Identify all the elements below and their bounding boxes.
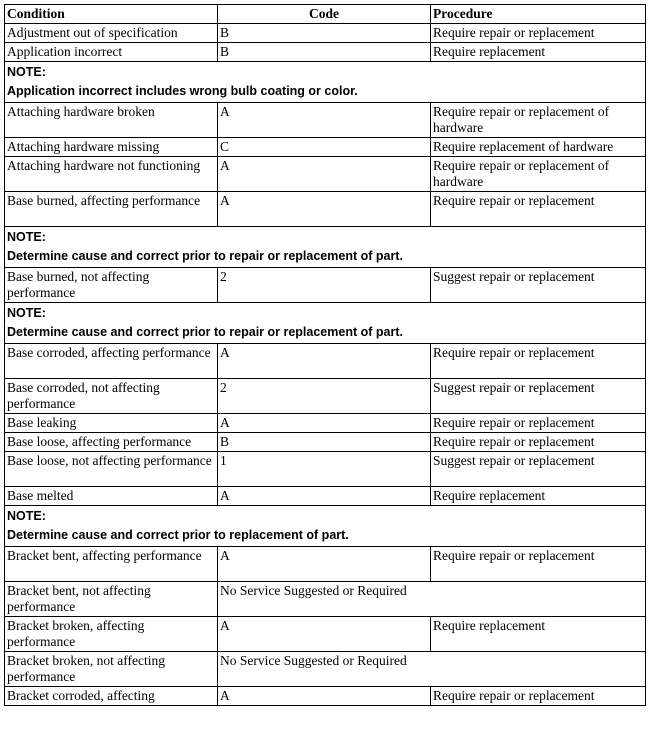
table-row: [5, 414, 646, 433]
table-row: [5, 582, 646, 617]
condition-cell: Base melted: [5, 487, 218, 506]
code-cell: 2: [218, 379, 431, 414]
condition-cell: Base burned, not affecting performance: [5, 268, 218, 303]
code-cell: A: [218, 414, 431, 433]
note-text: Determine cause and correct prior to repair or replacement of part.: [7, 249, 403, 263]
table-row: [5, 103, 646, 138]
condition-cell: Attaching hardware missing: [5, 138, 218, 157]
procedure-cell: Suggest repair or replacement: [431, 268, 646, 303]
procedure-cell: Require replacement: [431, 487, 646, 506]
condition-cell: Attaching hardware not functioning: [5, 157, 218, 192]
note-row: [5, 303, 646, 344]
condition-cell: Bracket broken, affecting performance: [5, 617, 218, 652]
procedure-cell: Require repair or replacement of hardware: [431, 103, 646, 138]
header-procedure: Procedure: [431, 5, 646, 24]
condition-cell: Application incorrect: [5, 43, 218, 62]
header-row: [5, 5, 646, 24]
condition-cell: Base leaking: [5, 414, 218, 433]
table-row: [5, 487, 646, 506]
procedure-cell: Require repair or replacement of hardware: [431, 157, 646, 192]
header-condition: Condition: [5, 5, 218, 24]
condition-cell: Base loose, affecting performance: [5, 433, 218, 452]
condition-cell: Base burned, affecting performance: [5, 192, 218, 227]
note-label: NOTE:: [7, 230, 46, 244]
note-label: NOTE:: [7, 306, 46, 320]
code-cell: B: [218, 24, 431, 43]
note-text: Determine cause and correct prior to replacement of part.: [7, 528, 349, 542]
condition-cell: Attaching hardware broken: [5, 103, 218, 138]
note-row: [5, 506, 646, 547]
condition-cell: Bracket bent, affecting performance: [5, 547, 218, 582]
table-row: [5, 24, 646, 43]
code-cell: A: [218, 103, 431, 138]
condition-cell: Adjustment out of specification: [5, 24, 218, 43]
table-row: [5, 268, 646, 303]
code-cell: 2: [218, 268, 431, 303]
table-row: [5, 344, 646, 379]
note-cell: [5, 227, 646, 268]
condition-cell: Base loose, not affecting performance: [5, 452, 218, 487]
procedure-cell: Require repair or replacement: [431, 24, 646, 43]
procedure-cell: Require repair or replacement: [431, 687, 646, 706]
procedure-cell: Require replacement: [431, 617, 646, 652]
code-cell: C: [218, 138, 431, 157]
condition-cell: Base corroded, not affecting performance: [5, 379, 218, 414]
procedure-cell: Require repair or replacement: [431, 433, 646, 452]
table-row: [5, 687, 646, 706]
code-cell: B: [218, 433, 431, 452]
table-row: [5, 192, 646, 227]
header-code: Code: [218, 5, 431, 24]
code-cell: A: [218, 157, 431, 192]
table-row: [5, 379, 646, 414]
note-text: Determine cause and correct prior to repair or replacement of part.: [7, 325, 403, 339]
code-cell: 1: [218, 452, 431, 487]
code-cell: A: [218, 617, 431, 652]
table-row: [5, 433, 646, 452]
code-cell: A: [218, 344, 431, 379]
condition-cell: Bracket corroded, affecting: [5, 687, 218, 706]
table-row: [5, 157, 646, 192]
code-cell: A: [218, 487, 431, 506]
procedure-cell: Require repair or replacement: [431, 547, 646, 582]
procedure-cell: Require repair or replacement: [431, 192, 646, 227]
code-cell: A: [218, 192, 431, 227]
condition-cell: Bracket broken, not affecting performance: [5, 652, 218, 687]
table-row: [5, 547, 646, 582]
condition-cell: Bracket bent, not affecting performance: [5, 582, 218, 617]
note-cell: [5, 303, 646, 344]
code-cell: A: [218, 687, 431, 706]
note-cell: [5, 62, 646, 103]
procedure-cell: Suggest repair or replacement: [431, 452, 646, 487]
procedure-cell: Suggest repair or replacement: [431, 379, 646, 414]
no-service-cell: No Service Suggested or Required: [218, 652, 646, 687]
condition-cell: Base corroded, affecting performance: [5, 344, 218, 379]
table-row: [5, 138, 646, 157]
procedure-cell: Require replacement: [431, 43, 646, 62]
procedure-cell: Require repair or replacement: [431, 414, 646, 433]
table-row: [5, 617, 646, 652]
note-text: Application incorrect includes wrong bulb coating or color.: [7, 84, 358, 98]
note-row: [5, 62, 646, 103]
inspection-table-container: [4, 4, 646, 706]
table-row: [5, 43, 646, 62]
note-cell: [5, 506, 646, 547]
code-cell: A: [218, 547, 431, 582]
note-label: NOTE:: [7, 65, 46, 79]
table-row: [5, 452, 646, 487]
table-row: [5, 652, 646, 687]
note-label: NOTE:: [7, 509, 46, 523]
procedure-cell: Require repair or replacement: [431, 344, 646, 379]
procedure-cell: Require replacement of hardware: [431, 138, 646, 157]
note-row: [5, 227, 646, 268]
no-service-cell: No Service Suggested or Required: [218, 582, 646, 617]
inspection-table: [4, 4, 646, 706]
code-cell: B: [218, 43, 431, 62]
